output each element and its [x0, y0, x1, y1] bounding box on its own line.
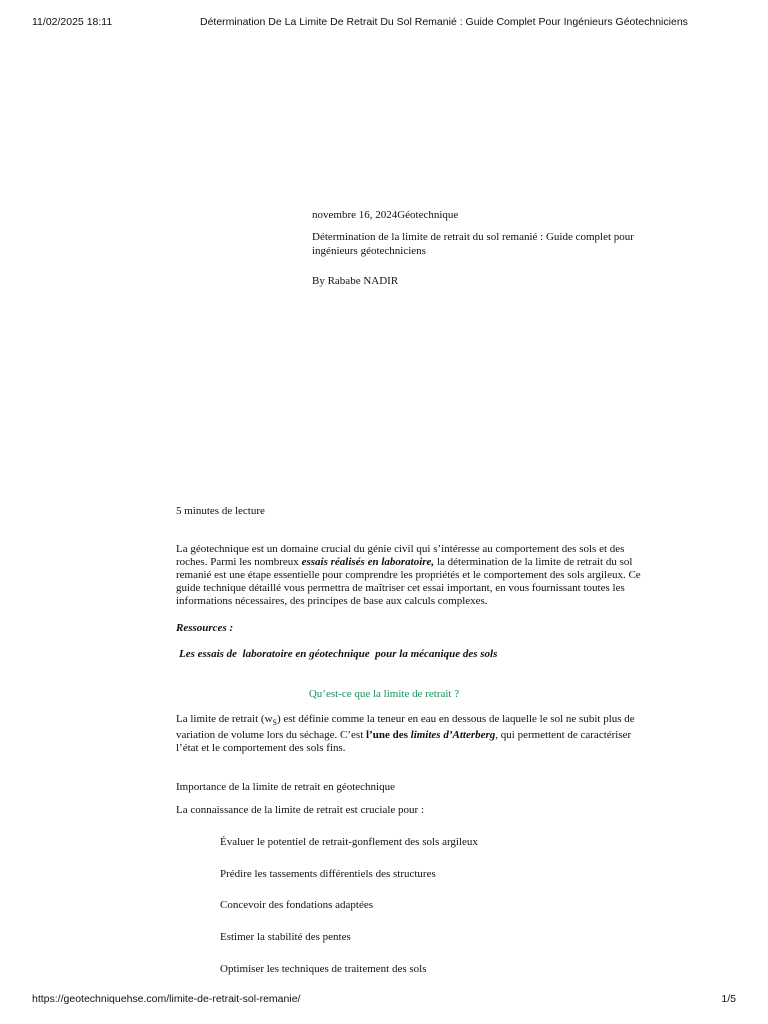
print-title: Détermination De La Limite De Retrait Du Sol Remanié : Guide Complet Pour Ingénieurs Géotechniciens — [200, 16, 688, 28]
print-header — [0, 16, 768, 32]
definition-paragraph — [176, 713, 656, 755]
intro-text-2: la détermination de la limite de retrait du sol remanié est une étape essentielle pour comprendre les propriétés et le comportement des sols argileux. Ce guide technique détaillé vous permettra de maîtriser cet essai important, en vous fournissant toutes les informations nécessaires, des principes de base aux calculs complexes. — [176, 556, 641, 607]
list-item: Évaluer le potentiel de retrait-gonflement des sols argileux — [220, 836, 478, 848]
importance-intro: La connaissance de la limite de retrait est cruciale pour : — [176, 804, 424, 816]
post-date-category: novembre 16, 2024Géotechnique — [312, 209, 459, 221]
atterberg-link[interactable]: limites d’Atterberg — [410, 729, 496, 742]
resources-label: Ressources : — [176, 622, 234, 634]
list-item: Optimiser les techniques de traitement des sols — [220, 963, 427, 975]
definition-text-1: La limite de retrait (w — [176, 713, 273, 725]
definition-bold: l’une des — [366, 729, 411, 742]
list-item: Concevoir des fondations adaptées — [220, 899, 374, 911]
definition-text-3: , qui permettent de caractériser l’état et le comportement des sols fins. — [176, 729, 632, 755]
resources-link[interactable]: Les essais de laboratoire en géotechnique pour la mécanique des sols — [179, 648, 498, 660]
print-url: https://geotechniquehse.com/limite-de-retrait-sol-remanie/ — [32, 993, 301, 1005]
read-time: 5 minutes de lecture — [176, 505, 265, 517]
lab-tests-link[interactable]: essais réalisés en laboratoire, — [301, 556, 435, 568]
section-heading-importance: Importance de la limite de retrait en géotechnique — [176, 781, 395, 793]
definition-subscript: S — [272, 718, 277, 728]
list-item: Prédire les tassements différentiels des structures — [220, 868, 436, 880]
section-heading-definition: Qu’est-ce que la limite de retrait ? — [308, 688, 460, 700]
intro-paragraph — [176, 543, 656, 608]
intro-text-1: La géotechnique est un domaine crucial du génie civil qui s’intéresse au comportement des sols et des roches. Parmi les nombreux — [176, 543, 625, 568]
article-byline: By Rababe NADIR — [312, 275, 399, 287]
page-number: 1/5 — [721, 993, 736, 1005]
article-title: Détermination de la limite de retrait du sol remanié : Guide complet pour ingénieurs géotechniciens — [312, 231, 634, 257]
definition-text-2: ) est définie comme la teneur en eau en dessous de laquelle le sol ne subit plus de variation de volume lors du séchage. C’est — [176, 713, 635, 742]
print-datetime: 11/02/2025 18:11 — [32, 16, 113, 28]
print-footer — [0, 993, 768, 1009]
list-item: Estimer la stabilité des pentes — [220, 931, 351, 943]
